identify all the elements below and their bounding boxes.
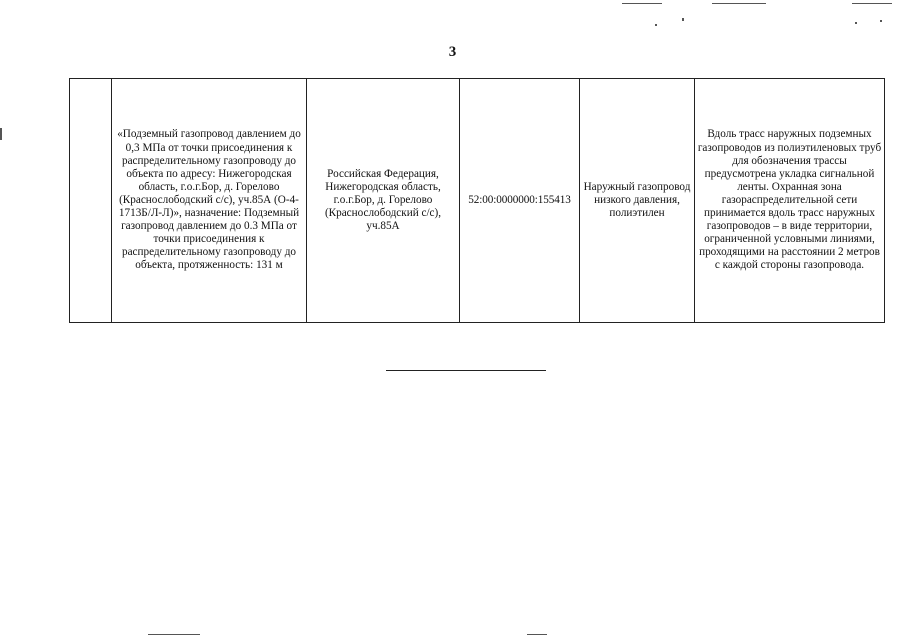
page-number: 3 [448,44,457,60]
address-cell: Российская Федерация, Нижегородская область, г.о.г.Бор, д. Горелово (Краснослободский с/с), уч.85А [307,79,460,323]
scan-mark [712,3,766,4]
note-cell: Вдоль трасс наружных подземных газопроводов из полиэтиленовых труб для обозначения трассы предусмотрена укладка сигнальной ленты. Охранная зона газораспределительной сети принимается вдоль трасс наружных газопроводов – в виде территории, ограниченной условными линиями, проходящими на расстоянии 2 метров с каждой стороны газопровода. [695,79,885,323]
scan-mark [682,18,684,21]
object-name-cell: «Подземный газопровод давлением до 0,3 МПа от точки присоединения к распределительному газопроводу до объекта по адресу: Нижегородская область, г.о.г.Бор, д. Горелово (Краснослободский с/с), уч.85А (О-4-1713Б/Л-Л)», назначение: Подземный газопровод давлением до 0.3 МПа от точки присоединения к распределительному газопроводу до объекта, протяженность: 131 м [112,79,307,323]
scan-mark [0,128,2,140]
description-cell: Наружный газопровод низкого давления, полиэтилен [580,79,695,323]
scan-mark [852,3,892,4]
table-row [70,79,885,323]
closing-rule [386,370,546,371]
scan-mark [148,634,200,635]
scan-mark [655,24,657,26]
scan-mark [622,3,662,4]
scan-mark [855,22,857,24]
scan-mark [527,634,547,635]
row-number-cell [70,79,112,323]
cadastral-number-cell: 52:00:0000000:155413 [460,79,580,323]
registry-table [69,78,885,323]
scan-mark [880,20,882,22]
